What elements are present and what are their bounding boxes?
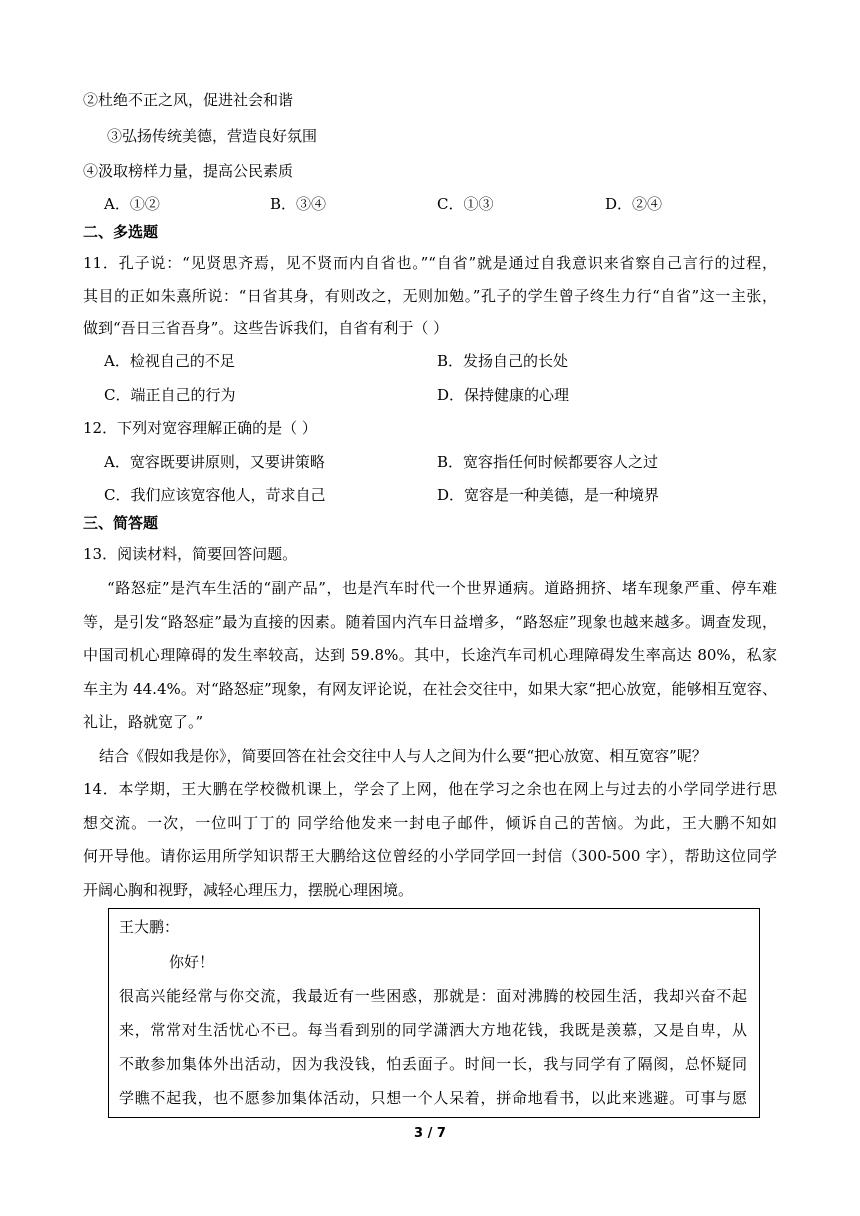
q10-statement-3: ③弘扬传统美德，营造良好氛围 [107, 127, 318, 145]
letter-body-line-2: 来，常常对生活忧心不已。每当看到别的同学潇洒大方地花钱，我既是羡慕，又是自卑，从 [119, 1021, 747, 1039]
q11-stem-line-1: 11．孔子说：“见贤思齐焉，见不贤而内自省也。”“自省”就是通过自我意识来省察自己言行的过程， [83, 254, 777, 272]
q10-option-b: B．③④ [270, 195, 327, 213]
letter-body-line-4: 学瞧不起我，也不愿参加集体活动，只想一个人呆着，拼命地看书，以此来逃避。可事与愿 [119, 1089, 747, 1107]
q11-option-a: A．检视自己的不足 [104, 352, 235, 370]
q14-stem-line-1: 14．本学期，王大鹏在学校微机课上，学会了上网，他在学习之余也在网上与过去的小学同学进行思 [83, 780, 777, 798]
q13-material-line-1: “路怒症”是汽车生活的“副产品”，也是汽车时代一个世界通病。道路拥挤、堵车现象严重、停车难 [107, 579, 777, 597]
section-heading-short-answer: 三、简答题 [83, 514, 159, 532]
q11-stem-line-2: 其目的正如朱熹所说：“日省其身，有则改之，无则加勉。”孔子的学生曾子终生力行“自省”这一主张， [83, 287, 777, 305]
q11-stem-line-3: 做到“吾日三省吾身”。这些告诉我们，自省有利于（ ） [83, 319, 449, 337]
q13-question: 结合《假如我是你》，简要回答在社会交往中人与人之间为什么要“把心放宽、相互宽容”呢？ [99, 747, 707, 765]
q13-material-line-3: 中国司机心理障碍的发生率较高，达到 59.8%。其中，长途汽车司机心理障碍发生率高达 80%，私家 [83, 646, 777, 664]
q13-stem: 13．阅读材料，简要回答问题。 [83, 545, 298, 563]
q11-option-c: C．端正自己的行为 [104, 386, 236, 404]
q10-option-d: D．②④ [605, 195, 663, 213]
q11-option-d: D．保持健康的心理 [437, 386, 570, 404]
q12-option-a: A．宽容既要讲原则，又要讲策略 [104, 453, 325, 471]
q10-statement-4: ④汲取榜样力量，提高公民素质 [83, 162, 294, 180]
q10-option-c: C．①③ [437, 195, 494, 213]
q13-material-line-2: 等，是引发“路怒症”最为直接的因素。随着国内汽车日益增多，“路怒症”现象也越来越多。调查发现， [83, 613, 777, 631]
q11-option-b: B．发扬自己的长处 [437, 352, 569, 370]
q12-option-b: B．宽容指任何时候都要容人之过 [437, 453, 659, 471]
q14-stem-line-4: 开阔心胸和视野，减轻心理压力，摆脱心理困境。 [83, 881, 414, 899]
letter-box [108, 908, 760, 1118]
q13-material-line-4: 车主为 44.4%。对“路怒症”现象，有网友评论说，在社会交往中，如果大家“把心放宽，能够相互宽容、 [83, 680, 777, 698]
letter-body-line-1: 很高兴能经常与你交流，我最近有一些困惑，那就是：面对沸腾的校园生活，我却兴奋不起 [119, 987, 747, 1005]
q10-option-a: A．①② [104, 195, 160, 213]
section-heading-multiple-choice: 二、多选题 [83, 223, 159, 241]
letter-greeting: 你好！ [169, 953, 215, 971]
letter-body-line-3: 不敢参加集体外出活动，因为我没钱，怕丢面子。时间一长，我与同学有了隔阂，总怀疑同 [119, 1055, 747, 1073]
letter-salutation: 王大鹏： [119, 918, 180, 936]
q12-option-d: D．宽容是一种美德，是一种境界 [437, 486, 660, 504]
page-number: 3 / 7 [414, 1126, 446, 1141]
q14-stem-line-3: 何开导他。请你运用所学知识帮王大鹏给这位曾经的小学同学回一封信（300-500 字），帮助这位同学 [83, 847, 777, 865]
q12-stem: 12．下列对宽容理解正确的是（ ） [83, 419, 317, 437]
q13-material-line-5: 礼让，路就宽了。” [83, 713, 204, 731]
q12-option-c: C．我们应该宽容他人，苛求自己 [104, 486, 326, 504]
q10-statement-2: ②杜绝不正之风，促进社会和谐 [83, 91, 294, 109]
q14-stem-line-2: 想交流。一次，一位叫丁丁的 同学给他发来一封电子邮件，倾诉自己的苦恼。为此，王大鹏不知如 [83, 814, 777, 832]
